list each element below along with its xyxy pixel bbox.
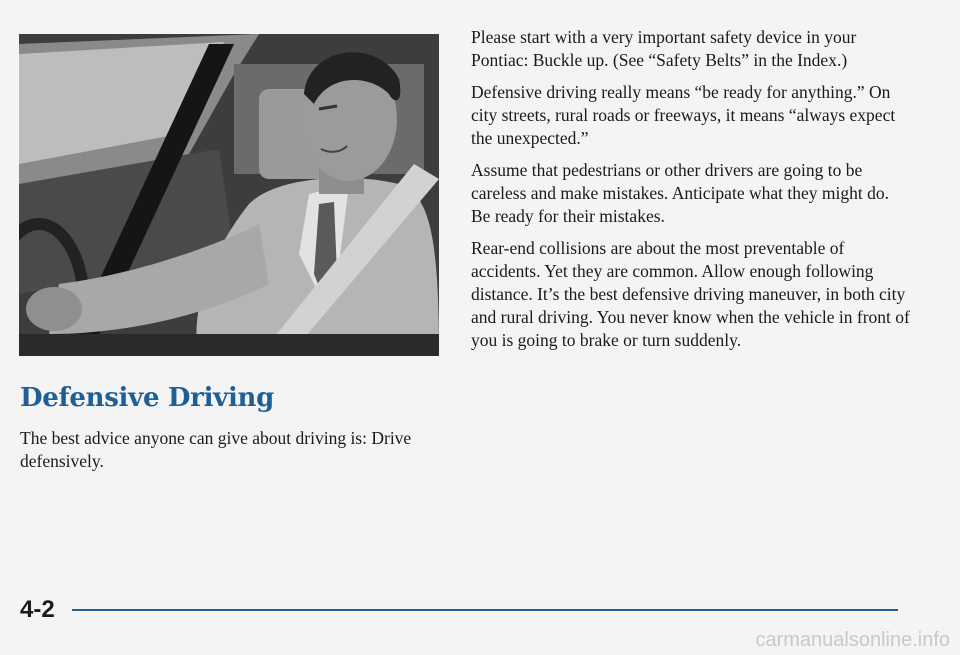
body-text — [471, 26, 911, 361]
paragraph-rear-end: Rear-end collisions are about the most preventable of accidents. Yet they are common. Allow enough following distance. It’s the best defensive driving maneuver, in both city and rural driving. You never know when the vehicle in front of you is going to brake or turn suddenly. — [471, 238, 910, 350]
driver-illustration — [19, 34, 439, 356]
paragraph-be-ready: Defensive driving really means “be ready for anything.” On city streets, rural roads or freeways, it means “always expect the unexpected.” — [471, 82, 896, 148]
watermark: carmanualsonline.info — [755, 629, 950, 651]
footer-rule — [72, 609, 898, 611]
section-heading: Defensive Driving — [20, 383, 275, 413]
paragraph-safety-belts: Please start with a very important safety device in your Pontiac: Buckle up. (See “Safety Belts” in the Index.) — [471, 27, 857, 70]
intro-paragraph: The best advice anyone can give about driving is: Drive defensively. — [20, 428, 412, 471]
paragraph-assume: Assume that pedestrians or other drivers are going to be careless and make mistakes. Anticipate what they might do. Be ready for their mistakes. — [471, 160, 889, 226]
page-number: 4-2 — [20, 596, 55, 623]
